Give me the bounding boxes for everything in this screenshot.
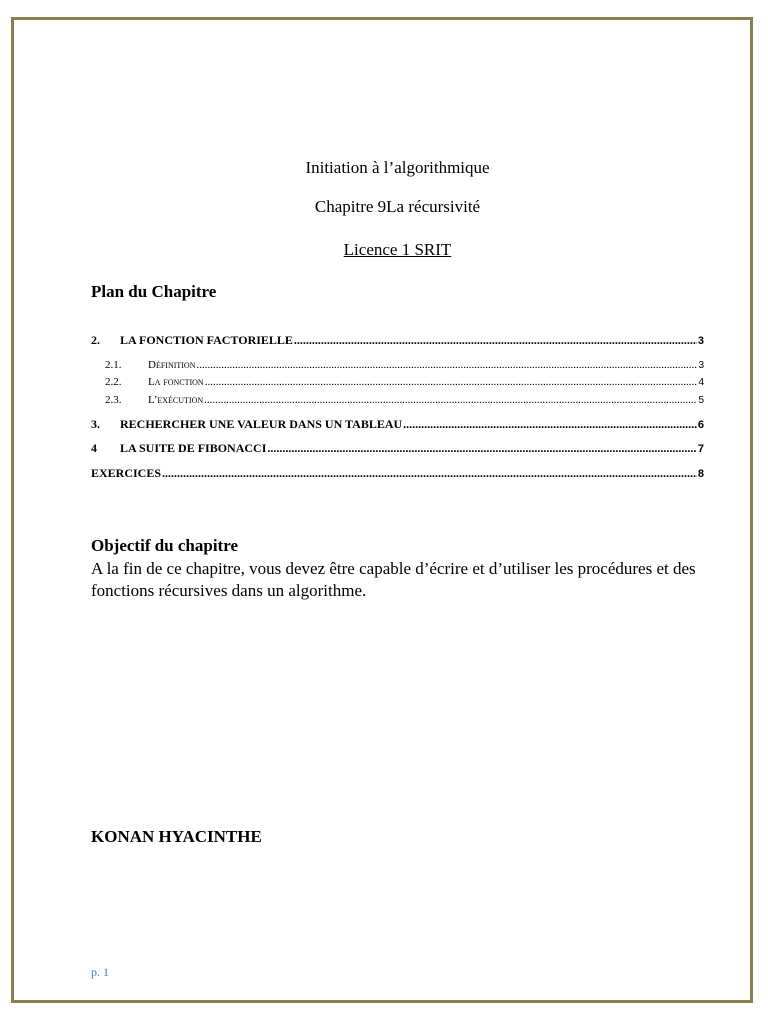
toc-entry[interactable] bbox=[91, 359, 704, 371]
toc-entry-title: Définition bbox=[148, 359, 196, 371]
objective-text: A la fin de ce chapitre, vous devez être capable d’écrire et d’utiliser les procédures et des fonctions récursives dans un algorithme. bbox=[91, 559, 696, 600]
toc-entry-number: 2.2. bbox=[105, 376, 122, 388]
toc-entry-page: 4 bbox=[698, 377, 704, 388]
toc-entry[interactable] bbox=[91, 417, 704, 432]
plan-heading: Plan du Chapitre bbox=[91, 282, 217, 301]
toc-leader-dots bbox=[204, 394, 697, 406]
toc-entry-page: 6 bbox=[697, 419, 704, 431]
author-name: KONAN HYACINTHE bbox=[91, 827, 262, 846]
toc-entry-title: L’exécution bbox=[148, 394, 204, 406]
document-title: Initiation à l’algorithmique bbox=[305, 158, 490, 177]
chapter-title: Chapitre 9La récursivité bbox=[314, 197, 481, 216]
toc-entry[interactable] bbox=[91, 441, 704, 456]
toc-entry[interactable] bbox=[91, 333, 704, 348]
toc-entry-number: 4 bbox=[91, 441, 97, 455]
toc-entry-page: 5 bbox=[698, 395, 704, 406]
toc-entry[interactable] bbox=[91, 394, 704, 406]
toc-leader-dots bbox=[162, 466, 697, 481]
toc-leader-dots bbox=[205, 376, 698, 388]
toc-entry-number: 2. bbox=[91, 333, 100, 347]
toc-leader-dots bbox=[294, 333, 697, 348]
toc-entry-page: 3 bbox=[698, 360, 704, 371]
toc-entry-page: 8 bbox=[697, 468, 704, 480]
objective-heading: Objectif du chapitre bbox=[91, 536, 239, 555]
toc-entry[interactable] bbox=[91, 466, 704, 481]
toc-entry-page: 7 bbox=[697, 443, 704, 455]
toc-entry-number: 2.1. bbox=[105, 359, 122, 371]
toc-entry-page: 3 bbox=[697, 335, 704, 347]
toc-leader-dots bbox=[403, 417, 697, 432]
level-label: Licence 1 SRIT bbox=[343, 240, 452, 259]
toc-leader-dots bbox=[267, 441, 697, 456]
toc-entry-title: La fonction bbox=[148, 376, 204, 388]
toc-entry-title: EXERCICES bbox=[91, 466, 162, 480]
page-number: p. 1 bbox=[91, 965, 109, 979]
level-line bbox=[91, 240, 704, 260]
toc-entry-title: LA FONCTION FACTORIELLE bbox=[120, 333, 293, 347]
toc-entry-number: 3. bbox=[91, 417, 100, 431]
toc-entry-title: LA SUITE DE FIBONACCI bbox=[120, 441, 267, 455]
toc-leader-dots bbox=[197, 359, 698, 371]
toc-entry-title: RECHERCHER UNE VALEUR DANS UN TABLEAU bbox=[120, 417, 403, 431]
toc-entry-number: 2.3. bbox=[105, 394, 122, 406]
toc-entry[interactable] bbox=[91, 376, 704, 388]
